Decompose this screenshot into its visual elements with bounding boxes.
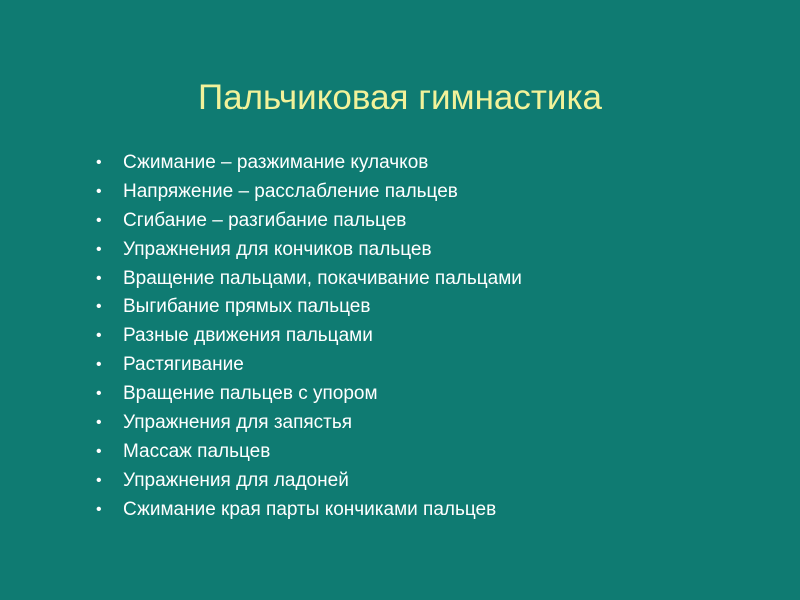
slide-title: Пальчиковая гимнастика xyxy=(197,78,603,117)
bullet-icon: • xyxy=(96,385,102,403)
bullet-icon: • xyxy=(96,211,102,229)
list-item xyxy=(96,149,522,178)
list-item-text: Упражнения для ладоней xyxy=(123,469,349,491)
bullet-icon: • xyxy=(96,356,102,374)
bullet-icon: • xyxy=(96,500,102,518)
list-item-text: Выгибание прямых пальцев xyxy=(123,296,371,318)
list-item-text: Упражнения для кончиков пальцев xyxy=(123,238,432,260)
list-item-text: Сжимание края парты кончиками пальцев xyxy=(123,498,497,520)
bullet-icon: • xyxy=(96,154,102,171)
list-item xyxy=(96,351,522,380)
list-item xyxy=(96,265,522,294)
bullet-list xyxy=(96,149,522,525)
list-item xyxy=(96,380,522,409)
bullet-icon: • xyxy=(96,240,102,258)
list-item xyxy=(96,409,522,438)
list-item-text: Упражнения для запястья xyxy=(123,412,353,434)
list-item xyxy=(96,496,522,525)
list-item-text: Вращение пальцами, покачивание пальцами xyxy=(123,267,522,289)
list-item xyxy=(96,207,522,236)
list-item-text: Напряжение – расслабление пальцев xyxy=(123,180,458,202)
list-item xyxy=(96,236,522,265)
list-item-text: Разные движения пальцами xyxy=(123,325,373,347)
list-item-text: Растягивание xyxy=(123,354,244,376)
list-item xyxy=(96,322,522,351)
list-item xyxy=(96,467,522,496)
bullet-icon: • xyxy=(96,327,102,345)
bullet-icon: • xyxy=(96,471,102,489)
list-item xyxy=(96,293,522,322)
bullet-icon: • xyxy=(96,442,102,460)
bullet-icon: • xyxy=(96,269,102,287)
bullet-icon: • xyxy=(96,298,102,316)
list-item-text: Сжимание – разжимание кулачков xyxy=(123,152,429,173)
list-item-text: Массаж пальцев xyxy=(123,440,271,462)
list-item xyxy=(96,178,522,207)
list-item-text: Сгибание – разгибание пальцев xyxy=(123,209,407,231)
list-item-text: Вращение пальцев с упором xyxy=(123,383,378,405)
bullet-icon: • xyxy=(96,182,102,200)
bullet-icon: • xyxy=(96,414,102,432)
list-item xyxy=(96,438,522,467)
